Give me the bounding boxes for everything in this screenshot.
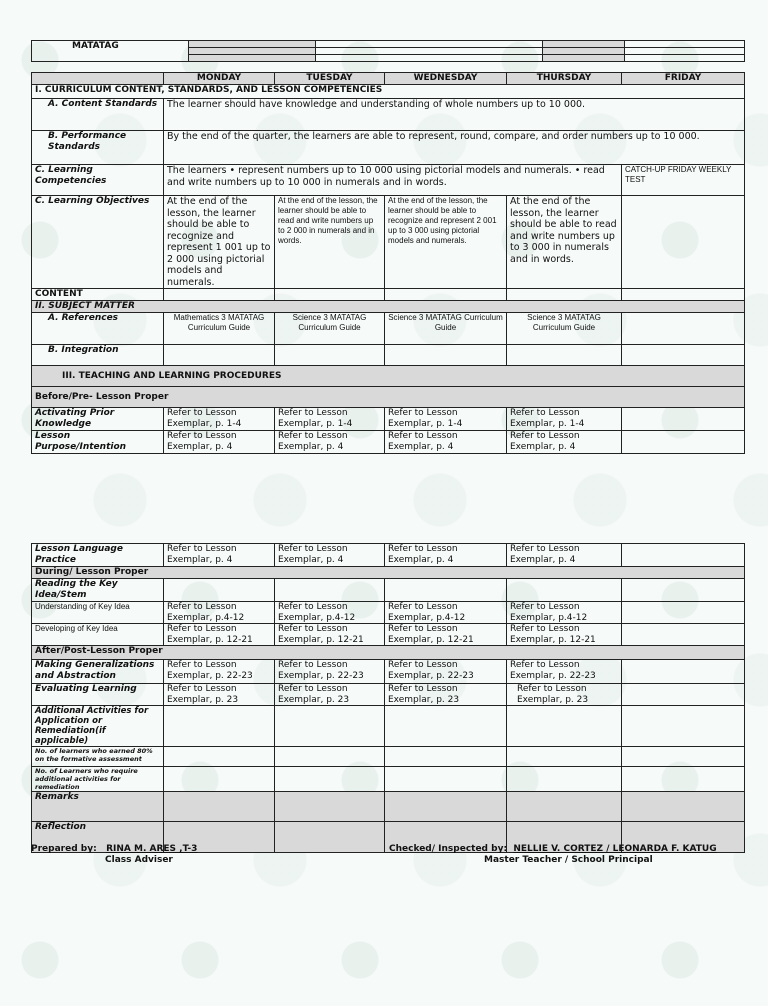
after-lesson-label: After/Post-Lesson Proper xyxy=(32,646,745,660)
language-label: Lesson Language Practice xyxy=(32,544,164,567)
generalizations-thursday: Refer to Lesson Exemplar, p. 22-23 xyxy=(507,660,622,684)
objective-monday: At the end of the lesson, the learner should be able to recognize and represent 1 001 up to 2 000 using pictorial models and numerals. xyxy=(164,196,275,289)
activating-monday: Refer to Lesson Exemplar, p. 1-4 xyxy=(164,408,275,431)
objectives-label: C. Learning Objectives xyxy=(32,196,164,289)
prepared-role: Class Adviser xyxy=(105,855,173,865)
checked-name: NELLIE V. CORTEZ / LEONARDA F. KATUG xyxy=(513,844,717,854)
prepared-label: Prepared by: xyxy=(31,844,97,854)
purpose-label: Lesson Purpose/Intention xyxy=(32,431,164,454)
day-wednesday: WEDNESDAY xyxy=(385,73,507,85)
require-remediation-label: No. of Learners who require additional activities for remediation xyxy=(32,767,164,792)
performance-standards: By the end of the quarter, the learners are able to represent, round, compare, and order numbers up to 10 000. xyxy=(164,131,745,165)
competencies: The learners • represent numbers up to 10 000 using pictorial models and numerals. • read and write numbers up to 10 000 in numerals and in words. xyxy=(164,165,622,196)
objective-thursday: At the end of the lesson, the learner should be able to read and write numbers up to 3 000 in numerals and in words. xyxy=(507,196,622,289)
content-standards-label: A. Content Standards xyxy=(32,99,164,131)
understanding-wednesday: Refer to Lesson Exemplar, p.4-12 xyxy=(385,602,507,624)
language-thursday: Refer to Lesson Exemplar, p. 4 xyxy=(507,544,622,567)
day-tuesday: TUESDAY xyxy=(275,73,385,85)
reflection-label: Reflection xyxy=(32,822,164,853)
friday-note: CATCH-UP FRIDAY WEEKLY TEST xyxy=(622,165,745,196)
developing-tuesday: Refer to Lesson Exemplar, p. 12-21 xyxy=(275,624,385,646)
before-lesson-label: Before/Pre- Lesson Proper xyxy=(32,387,745,408)
generalizations-monday: Refer to Lesson Exemplar, p. 22-23 xyxy=(164,660,275,684)
purpose-tuesday: Refer to Lesson Exemplar, p. 4 xyxy=(275,431,385,454)
developing-label: Developing of Key Idea xyxy=(32,624,164,646)
activating-wednesday: Refer to Lesson Exemplar, p. 1-4 xyxy=(385,408,507,431)
understanding-monday: Refer to Lesson Exemplar, p.4-12 xyxy=(164,602,275,624)
section3-title: III. TEACHING AND LEARNING PROCEDURES xyxy=(32,366,745,387)
activating-thursday: Refer to Lesson Exemplar, p. 1-4 xyxy=(507,408,622,431)
activating-label: Activating Prior Knowledge xyxy=(32,408,164,431)
content-standards: The learner should have knowledge and understanding of whole numbers up to 10 000. xyxy=(164,99,745,131)
understanding-thursday: Refer to Lesson Exemplar, p.4-12 xyxy=(507,602,622,624)
purpose-monday: Refer to Lesson Exemplar, p. 4 xyxy=(164,431,275,454)
evaluating-tuesday: Refer to Lesson Exemplar, p. 23 xyxy=(275,684,385,706)
additional-activities-label: Additional Activities for Application or Remediation(if applicable) xyxy=(32,706,164,747)
section2-title: II. SUBJECT MATTER xyxy=(32,301,745,313)
evaluating-thursday: Refer to Lesson Exemplar, p. 23 xyxy=(507,684,622,706)
checked-role: Master Teacher / School Principal xyxy=(484,855,653,865)
generalizations-tuesday: Refer to Lesson Exemplar, p. 22-23 xyxy=(275,660,385,684)
header-table xyxy=(31,40,745,62)
checked-label: Checked/ Inspected by: xyxy=(389,844,508,854)
reference-thursday: Science 3 MATATAG Curriculum Guide xyxy=(507,313,622,345)
objective-wednesday: At the end of the lesson, the learner should be able to recognize and represent 2 001 up to 3 000 using pictorial models and numerals. xyxy=(385,196,507,289)
remarks-label: Remarks xyxy=(32,792,164,822)
objective-tuesday: At the end of the lesson, the learner should be able to read and write numbers up to 2 000 in numerals and in words. xyxy=(275,196,385,289)
day-monday: MONDAY xyxy=(164,73,275,85)
language-monday: Refer to Lesson Exemplar, p. 4 xyxy=(164,544,275,567)
reading-label: Reading the Key Idea/Stem xyxy=(32,579,164,602)
activating-tuesday: Refer to Lesson Exemplar, p. 1-4 xyxy=(275,408,385,431)
reference-monday: Mathematics 3 MATATAG Curriculum Guide xyxy=(164,313,275,345)
purpose-wednesday: Refer to Lesson Exemplar, p. 4 xyxy=(385,431,507,454)
language-tuesday: Refer to Lesson Exemplar, p. 4 xyxy=(275,544,385,567)
checked-block xyxy=(389,844,717,855)
references-label: A. References xyxy=(32,313,164,345)
developing-monday: Refer to Lesson Exemplar, p. 12-21 xyxy=(164,624,275,646)
reference-tuesday: Science 3 MATATAG Curriculum Guide xyxy=(275,313,385,345)
generalizations-wednesday: Refer to Lesson Exemplar, p. 22-23 xyxy=(385,660,507,684)
understanding-label: Understanding of Key Idea xyxy=(32,602,164,624)
content-label: CONTENT xyxy=(32,289,164,301)
earned-80-label: No. of learners who earned 80% on the formative assessment xyxy=(32,747,164,767)
generalizations-label: Making Generalizations and Abstraction xyxy=(32,660,164,684)
during-lesson-label: During/ Lesson Proper xyxy=(32,567,745,579)
purpose-thursday: Refer to Lesson Exemplar, p. 4 xyxy=(507,431,622,454)
performance-standards-label: B. Performance Standards xyxy=(32,131,164,165)
prepared-block xyxy=(31,844,197,855)
evaluating-wednesday: Refer to Lesson Exemplar, p. 23 xyxy=(385,684,507,706)
matatag-label: MATATAG xyxy=(32,41,189,62)
prepared-name: RINA M. ARES ,T-3 xyxy=(106,844,198,854)
integration-label: B. Integration xyxy=(32,345,164,366)
developing-thursday: Refer to Lesson Exemplar, p. 12-21 xyxy=(507,624,622,646)
lesson-plan-table-page1 xyxy=(31,72,745,454)
understanding-tuesday: Refer to Lesson Exemplar, p.4-12 xyxy=(275,602,385,624)
evaluating-monday: Refer to Lesson Exemplar, p. 23 xyxy=(164,684,275,706)
day-thursday: THURSDAY xyxy=(507,73,622,85)
developing-wednesday: Refer to Lesson Exemplar, p. 12-21 xyxy=(385,624,507,646)
reference-wednesday: Science 3 MATATAG Curriculum Guide xyxy=(385,313,507,345)
language-wednesday: Refer to Lesson Exemplar, p. 4 xyxy=(385,544,507,567)
lesson-plan-table-page2 xyxy=(31,543,745,853)
day-friday: FRIDAY xyxy=(622,73,745,85)
evaluating-label: Evaluating Learning xyxy=(32,684,164,706)
competencies-label: C. Learning Competencies xyxy=(32,165,164,196)
section1-title: I. CURRICULUM CONTENT, STANDARDS, AND LESSON COMPETENCIES xyxy=(32,85,745,99)
